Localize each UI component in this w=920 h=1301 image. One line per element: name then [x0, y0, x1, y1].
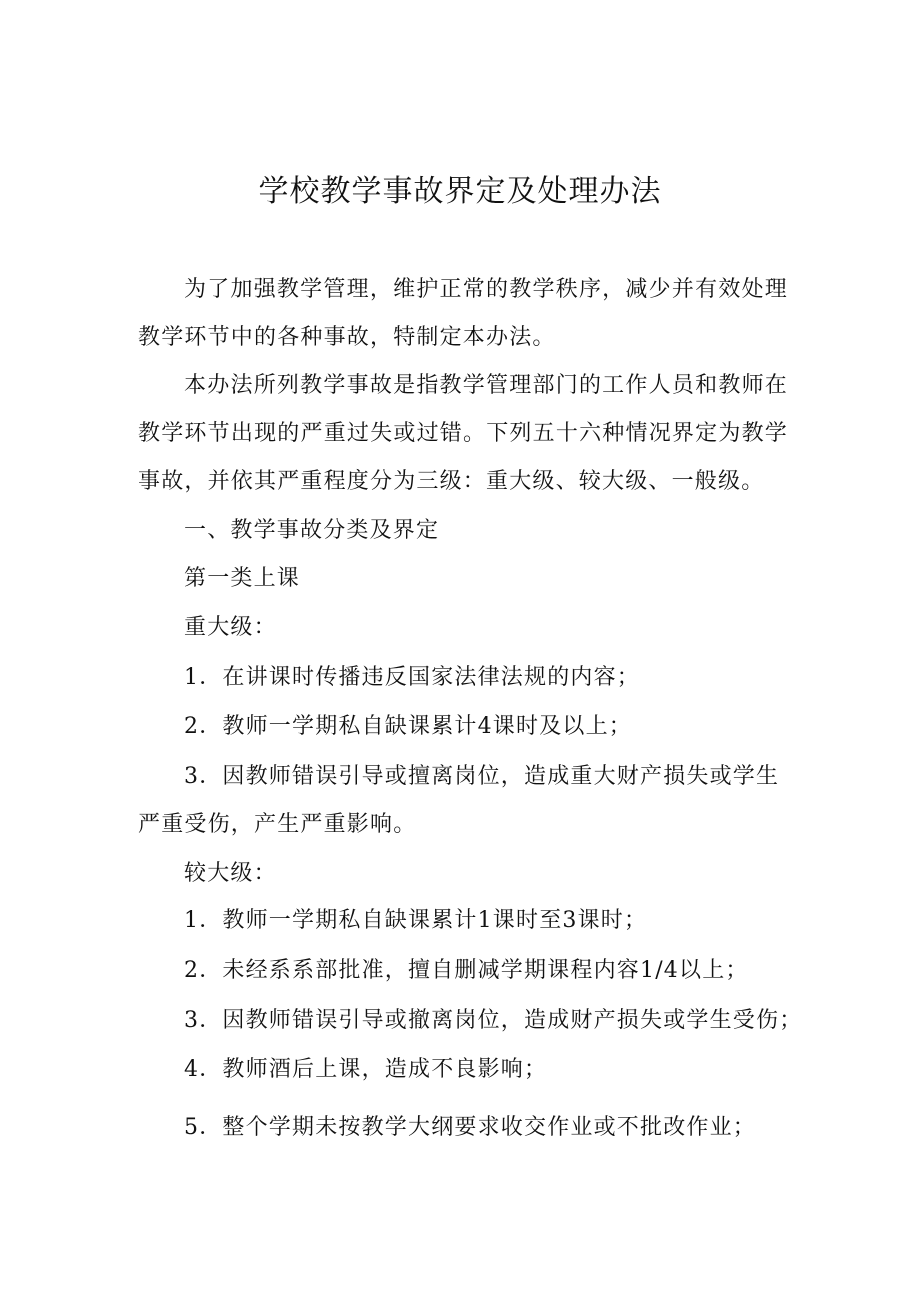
definition-paragraph: 本办法所列教学事故是指教学管理部门的工作人员和教师在教学环节出现的严重过失或过错。下列五十六种情况界定为教学事故，并依其严重程度分为三级：重大级、较大级、一般级。: [138, 373, 788, 494]
section-heading: 一、教学事故分类及界定: [184, 518, 440, 543]
serious-item-2: 2．未经系系部批准，擅自删减学期课程内容1/4以上；: [184, 958, 749, 983]
category-heading: 第一类上课: [184, 566, 301, 591]
serious-item-4: 4．教师酒后上课，造成不良影响；: [184, 1057, 548, 1082]
serious-level-label: 较大级：: [184, 861, 277, 886]
serious-item-3: 3．因教师错误引导或撤离岗位，造成财产损失或学生受伤；: [184, 1008, 803, 1033]
serious-item-1: 1．教师一学期私自缺课累计1课时至3课时；: [184, 908, 648, 933]
major-level-label: 重大级：: [184, 615, 277, 640]
major-item-2: 2．教师一学期私自缺课累计4课时及以上；: [184, 714, 632, 739]
major-item-3-continued: 严重受伤，产生严重影响。: [138, 812, 417, 837]
intro-paragraph: 为了加强教学管理，维护正常的教学秩序，减少并有效处理教学环节中的各种事故，特制定本办法。: [138, 277, 788, 350]
major-item-1: 1．在讲课时传播违反国家法律法规的内容；: [184, 665, 640, 690]
major-item-3: 3．因教师错误引导或擅离岗位，造成重大财产损失或学生: [184, 764, 780, 789]
document-title: 学校教学事故界定及处理办法: [258, 174, 662, 209]
serious-item-5: 5．整个学期未按教学大纲要求收交作业或不批改作业；: [184, 1115, 756, 1140]
